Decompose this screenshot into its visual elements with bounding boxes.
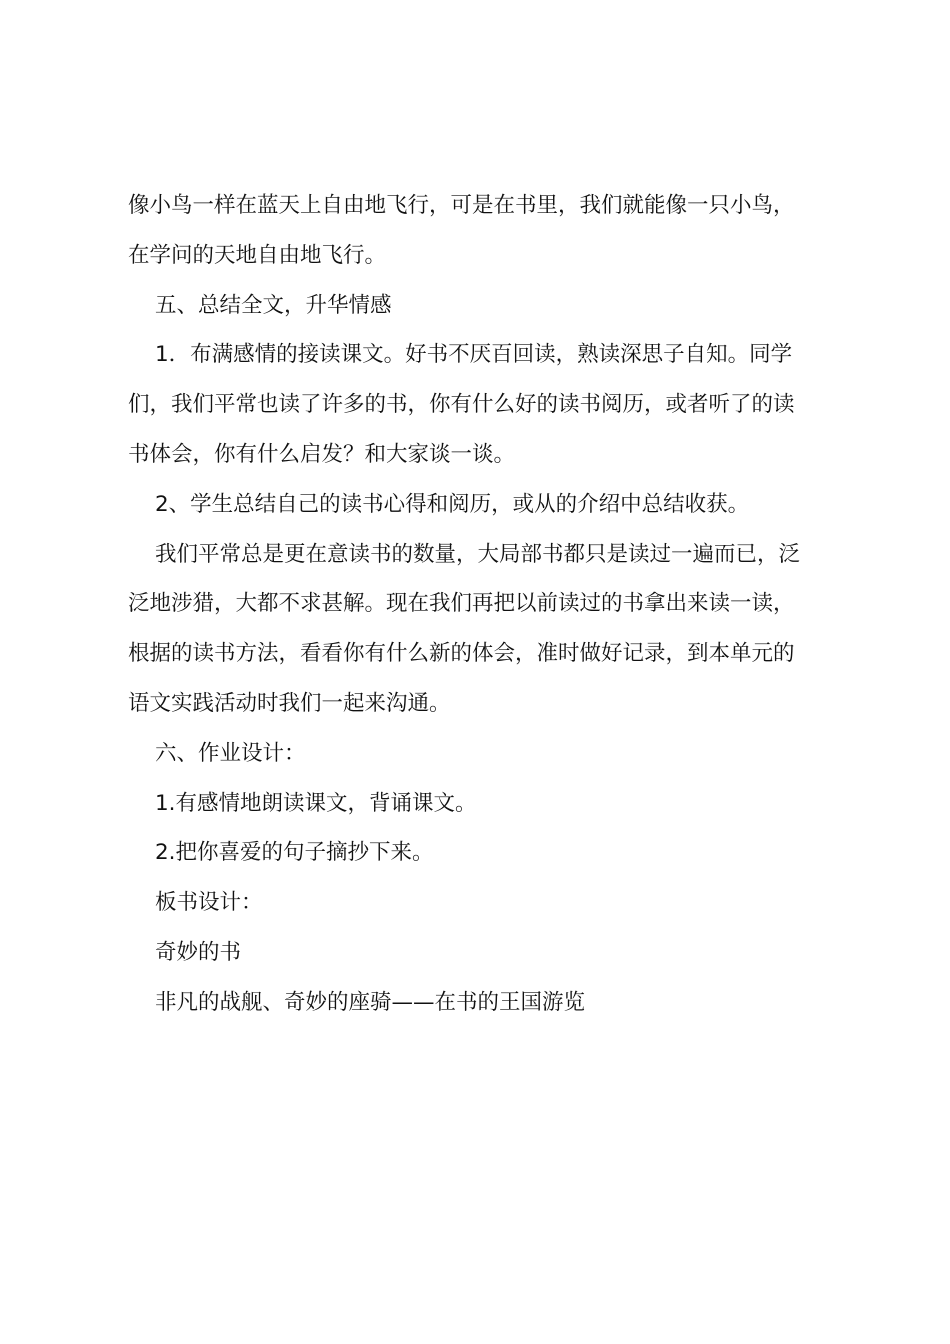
list-item: 2.把你喜爱的句子摘抄下来。: [155, 840, 434, 866]
section-heading: 五、总结全文，升华情感: [155, 292, 392, 318]
paragraph-line: 在学问的天地自由地飞行。: [128, 242, 387, 268]
board-line: 非凡的战舰、奇妙的座骑——在书的王国游览: [155, 989, 586, 1015]
paragraph-line: 泛地涉猎，大都不求甚解。现在我们再把以前读过的书拿出来读一读，: [128, 591, 795, 617]
board-title: 奇妙的书: [155, 939, 242, 965]
section-heading: 板书设计：: [155, 890, 263, 916]
list-item: 1.有感情地朗读课文，背诵课文。: [155, 790, 477, 816]
paragraph-line: 我们平常总是更在意读书的数量，大局部书都只是读过一遍而已，泛: [155, 541, 801, 567]
paragraph-line: 语文实践活动时我们一起来沟通。: [128, 690, 451, 716]
paragraph-line: 们，我们平常也读了许多的书，你有什么好的读书阅历，或者听了的读: [128, 392, 795, 418]
paragraph-line: 根据的读书方法，看看你有什么新的体会，准时做好记录，到本单元的: [128, 641, 795, 667]
paragraph-line: 1．布满感情的接读课文。好书不厌百回读，熟读深思子自知。同学: [155, 342, 793, 368]
paragraph-line: 书体会，你有什么启发？和大家谈一谈。: [128, 441, 516, 467]
document-body: [128, 181, 832, 1028]
paragraph-line: 2、学生总结自己的读书心得和阅历，或从的介绍中总结收获。: [155, 491, 750, 517]
paragraph-line: 像小鸟一样在蓝天上自由地飞行，可是在书里，我们就能像一只小鸟，: [128, 193, 795, 218]
section-heading: 六、作业设计：: [155, 740, 306, 766]
